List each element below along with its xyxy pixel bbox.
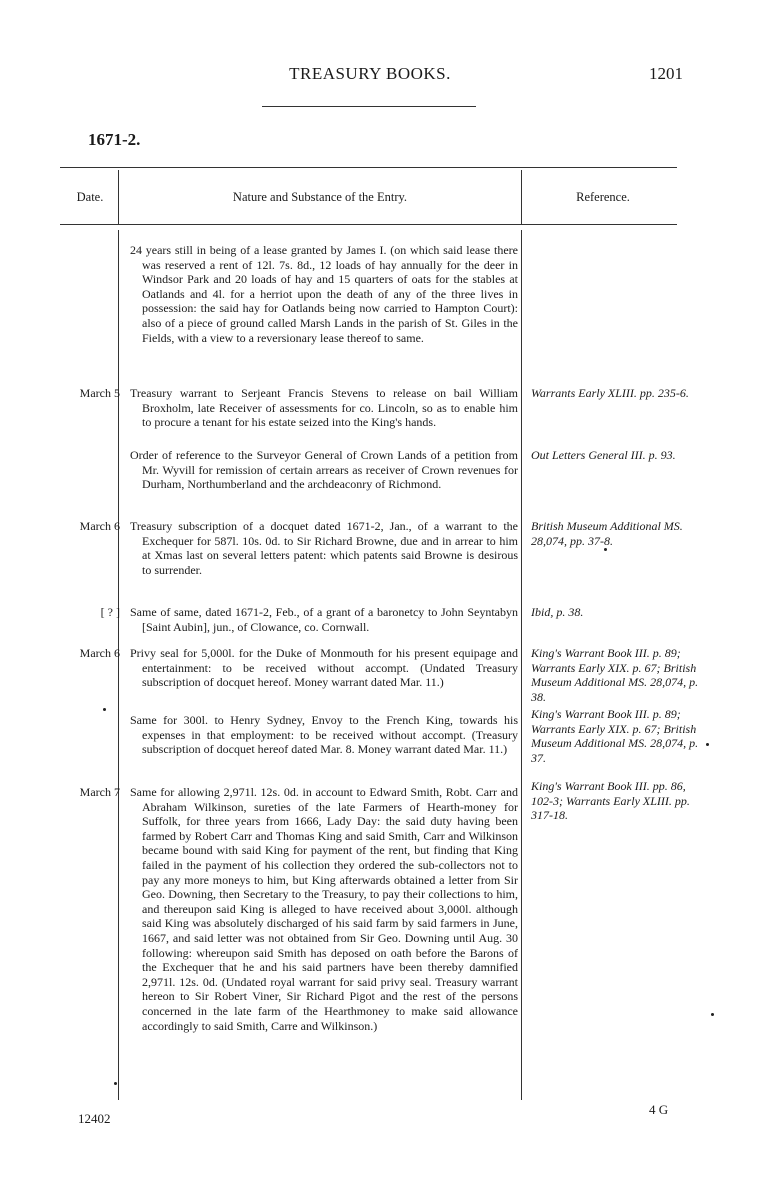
year-heading: 1671-2. — [88, 130, 141, 149]
column-divider-ref-header — [521, 170, 522, 224]
footer-signature-mark: 12402 — [78, 1111, 111, 1126]
ink-speck — [711, 1013, 714, 1016]
ink-speck — [706, 743, 709, 746]
footer-gathering-mark: 4 G — [649, 1102, 669, 1117]
entry-date: [ ? ] — [100, 605, 120, 619]
column-divider-date — [118, 230, 119, 1100]
entry-date: March 6 — [79, 646, 120, 660]
entry-reference: Out Letters General III. p. 93. — [531, 448, 676, 462]
entry-text: Treasury subscription of a docquet dated 1671-2, Jan., of a warrant to the Exchequer for 587l. 10s. 0d. to Sir Richard Browne, due and in arrear to him at Xmas last on several letters patent: which patents said Browne is desirous to surrender. — [130, 519, 518, 577]
entry-date: March 6 — [79, 519, 120, 533]
entry-text: Same of same, dated 1671-2, Feb., of a grant of a baronetcy to John Seyntabyn [Saint Aubin], jun., of Clowance, co. Cornwall. — [130, 605, 518, 634]
entry-reference: Ibid, p. 38. — [531, 605, 584, 619]
column-header-entry: Nature and Substance of the Entry. — [232, 190, 408, 204]
ink-speck — [114, 1082, 117, 1085]
ink-speck — [103, 708, 106, 711]
entry-text: Same for allowing 2,971l. 12s. 0d. in account to Edward Smith, Robt. Carr and Abraham Wilkinson, sureties of the late Farmers of Hearth-money for Suffolk, for three years from 1666, Lady Day: the said duty having been farmed by Robert Carr and Thomas King and said Smith, Carr and Wilkinson became bound with said King for payment of the rent, but finding that King failed in the payment of his collection they ordered the sub-collectors not to pay any more moneys to him, but King afterwards obtained a letter from Sir Geo. Downing, then Secretary to the Treasury, to pay their collections to him, and thereupon said King is alleged to have received about 3,000l. although said King was absolutely discharged of his said farm by said farmers in June, 1667, and said letter was not obtained from Sir Geo. Downing until Aug. 30 following: whereupon said Smith has deposed on oath before the Barons of the Exchequer that he and his said partners have been thereby damnified 2,971l. 12s. 0d. (Undated royal warrant for said privy seal. Treasury warrant hereon to Sir Robert Viner, Sir Richard Pigot and the rest of the persons concerned in the late farm of the Hearthmoney to make said allowance accordingly to said Smith, Carre and Wilkinson.) — [130, 785, 518, 1033]
table-top-rule — [60, 167, 677, 168]
entry-text: Order of reference to the Surveyor General of Crown Lands of a petition from Mr. Wyvill for remission of certain arrears as receiver of Crown revenues for Durham, Northumberland and the archdeaconry of Richmond. — [130, 448, 518, 492]
column-divider-ref — [521, 230, 522, 1100]
table-header-rule — [60, 224, 677, 225]
entry-text: Same for 300l. to Henry Sydney, Envoy to the French King, towards his expenses in that employment: to be received without accompt. (Treasury subscription of docquet hereof dated Mar. 8. Money warrant dated Mar. 11.) — [130, 713, 518, 757]
entry-text: 24 years still in being of a lease granted by James I. (on which said lease there was reserved a rent of 12l. 7s. 8d., 12 loads of hay annually for the deer in Windsor Park and 20 loads of hay and 15 quarters of oats for the stables at Oatlands and 4l. for a herriot upon the death of any of the three lives in possession: the said hay for Oatlands being now carried to Hampton Court): also of a piece of ground called Marsh Lands in the parish of St. Giles in the Fields, with a view to a reversionary lease thereof to same. — [130, 243, 518, 345]
column-divider-date-header — [118, 170, 119, 224]
entry-reference: King's Warrant Book III. p. 89; Warrants Early XIX. p. 67; British Museum Additional MS. 28,074, p. 38. — [531, 646, 699, 704]
entry-text: Privy seal for 5,000l. for the Duke of Monmouth for his present equipage and entertainment: to be received without accompt. (Undated Treasury subscription of docquet hereof. Money warrant dated Mar. 11.) — [130, 646, 518, 690]
entry-date: March 7 — [79, 785, 120, 799]
entry-reference: British Museum Additional MS. 28,074, pp. 37-8. — [531, 519, 683, 548]
entry-reference: Warrants Early XLIII. pp. 235-6. — [531, 386, 689, 400]
column-header-date: Date. — [76, 190, 104, 204]
header-rule — [262, 106, 476, 107]
entry-reference: King's Warrant Book III. p. 89; Warrants Early XIX. p. 67; British Museum Additional MS. 28,074, p. 37. — [531, 707, 699, 765]
entry-text: Treasury warrant to Serjeant Francis Stevens to release on bail William Broxholm, late Receiver of assessments for co. Lincoln, so as to enable him to procure a tenant for his estate seized into the King's hands. — [130, 386, 518, 430]
page-number: 1201 — [649, 64, 683, 83]
running-title: TREASURY BOOKS. — [289, 64, 451, 83]
entry-reference: King's Warrant Book III. pp. 86, 102-3; Warrants Early XLIII. pp. 317-18. — [531, 779, 690, 823]
column-header-reference: Reference. — [576, 190, 630, 204]
ink-speck — [604, 548, 607, 551]
entry-date: March 5 — [79, 386, 120, 400]
